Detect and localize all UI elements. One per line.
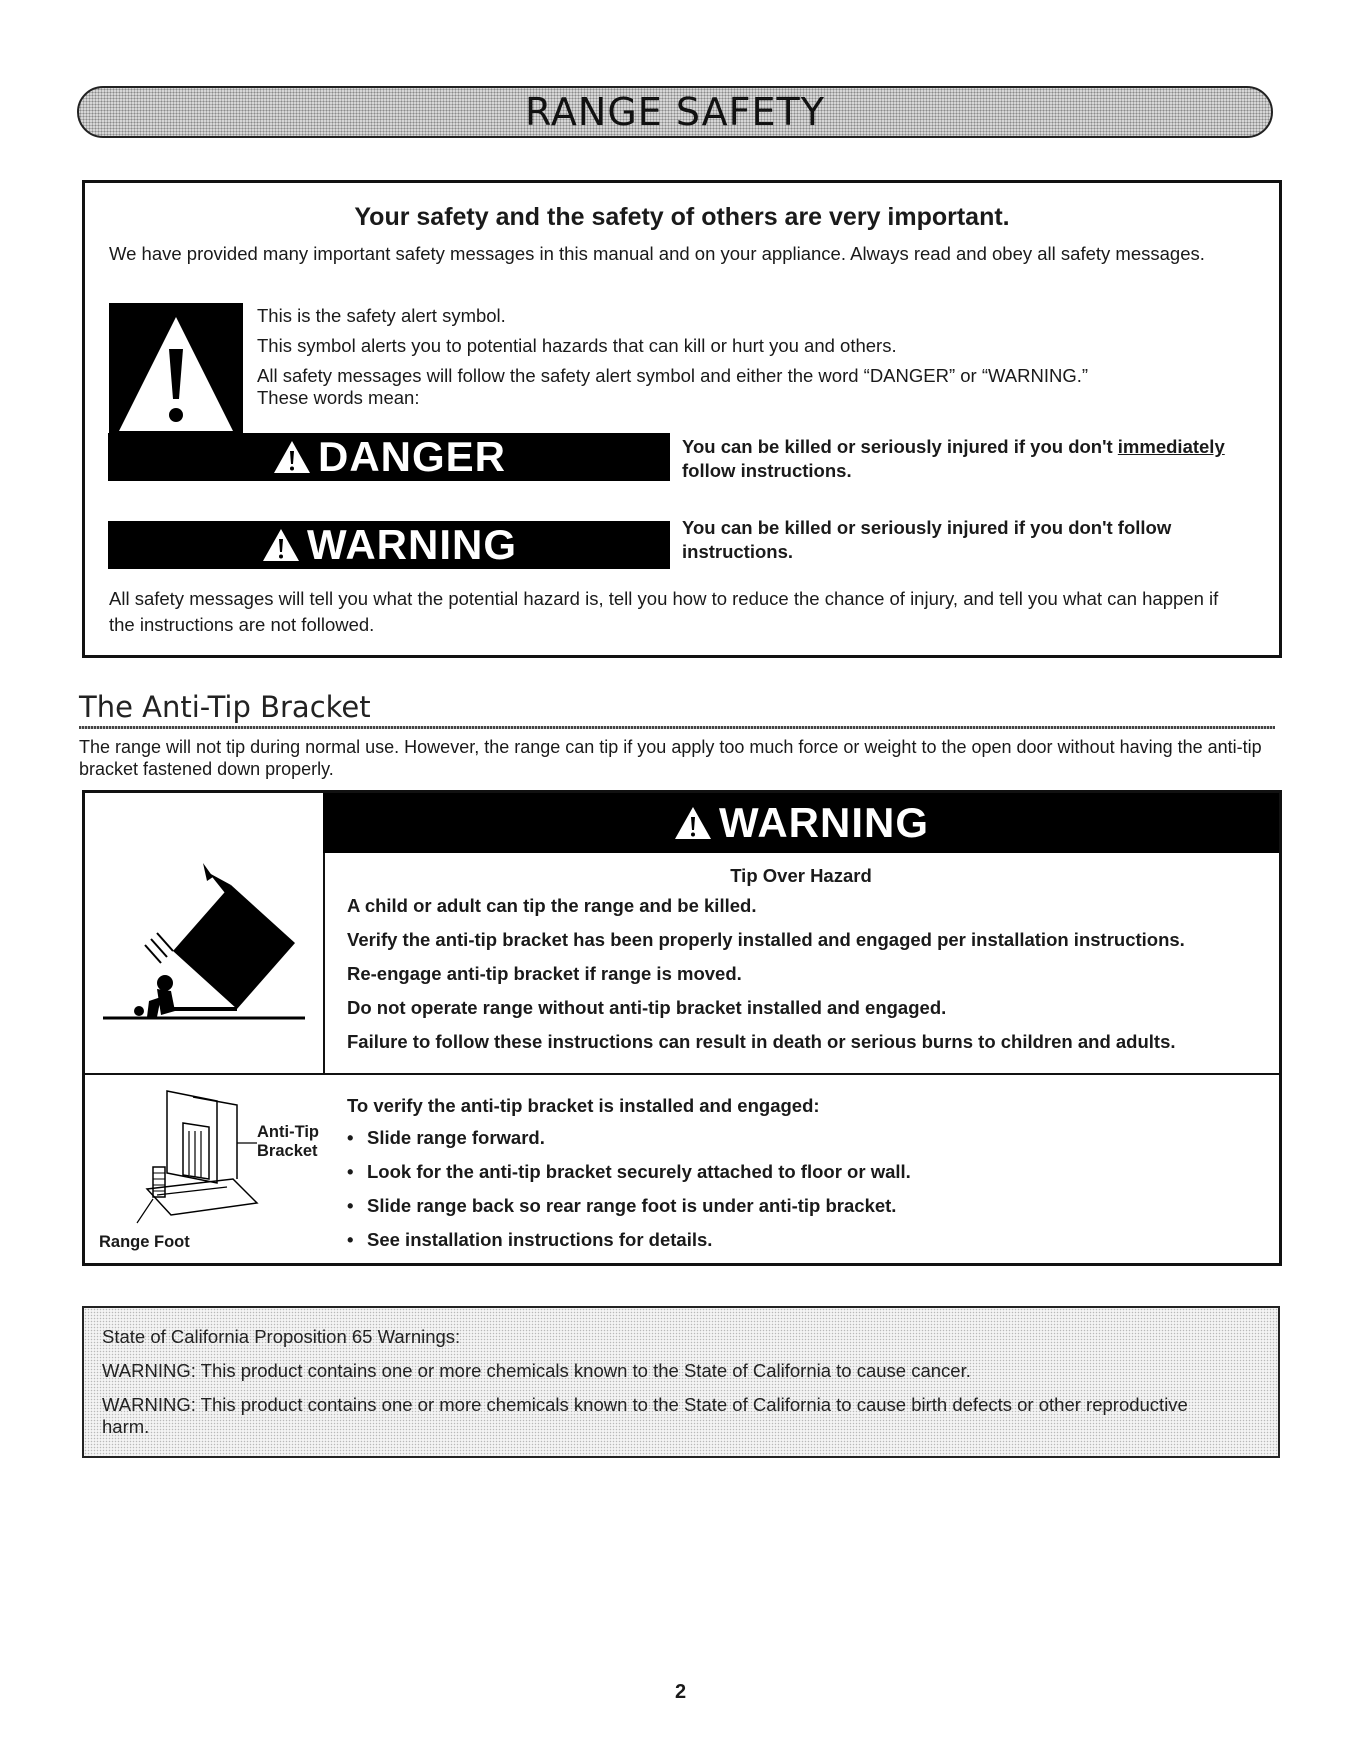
- bullet: •: [347, 1229, 354, 1250]
- danger-desc-emphasis: immediately: [1117, 436, 1225, 457]
- hazard-line: A child or adult can tip the range and be killed.: [347, 895, 757, 916]
- section-title: The Anti-Tip Bracket: [79, 690, 371, 724]
- list-item-text: Slide range back so rear range foot is under anti-tip bracket.: [367, 1195, 897, 1216]
- verify-instructions: [347, 1095, 1247, 1263]
- hazard-line: Verify the anti-tip bracket has been properly installed and engaged per installation instructions.: [347, 929, 1185, 950]
- hazard-statements: [347, 895, 1277, 1065]
- warning-triangle-icon: [261, 527, 301, 563]
- list-item: [347, 1229, 1247, 1251]
- section-divider: [79, 726, 1275, 729]
- warning-triangle-icon: [272, 439, 312, 475]
- danger-desc-text: You can be killed or seriously injured if you don't: [682, 436, 1118, 457]
- hazard-line: Re-engage anti-tip bracket if range is moved.: [347, 963, 742, 984]
- bullet: •: [347, 1161, 354, 1182]
- danger-signal-bar: [108, 433, 670, 481]
- verify-title: To verify the anti-tip bracket is installed and engaged:: [347, 1095, 820, 1116]
- bracket-label: Anti-Tip: [257, 1123, 320, 1141]
- safety-notice-box: [82, 180, 1282, 658]
- symbol-line: All safety messages will follow the safety alert symbol and either the word “DANGER” or “WARNING.”: [257, 365, 1089, 386]
- verify-list: [347, 1127, 1247, 1251]
- prop65-warning-box: [82, 1306, 1280, 1458]
- prop65-content: [102, 1326, 1222, 1450]
- range-foot-label: Range Foot: [99, 1233, 190, 1251]
- page-title: RANGE SAFETY: [525, 90, 825, 134]
- warning-label: WARNING: [307, 521, 517, 568]
- bracket-callout: [257, 1123, 319, 1161]
- warning-header: [323, 793, 1279, 853]
- tipping-range-illustration-icon: [99, 833, 309, 1033]
- bracket-label: Bracket: [257, 1142, 318, 1160]
- safety-alert-symbol-icon: [109, 303, 243, 449]
- list-item-text: See installation instructions for details.: [367, 1229, 713, 1250]
- prop65-line: WARNING: This product contains one or more chemicals known to the State of California to cause cancer.: [102, 1360, 971, 1381]
- anti-tip-bracket-illustration-icon: [97, 1083, 337, 1243]
- list-item-text: Look for the anti-tip bracket securely attached to floor or wall.: [367, 1161, 911, 1182]
- list-item-text: Slide range forward.: [367, 1127, 545, 1148]
- list-item: [347, 1127, 1247, 1149]
- warning-header-label: WARNING: [719, 799, 929, 846]
- safety-footer-text: All safety messages will tell you what the potential hazard is, tell you how to reduce the chance of injury, and tell you what can happen if the instructions are not followed.: [109, 588, 1219, 635]
- symbol-line: This is the safety alert symbol.: [257, 305, 506, 326]
- symbol-line: These words mean:: [257, 387, 420, 408]
- box-divider: [85, 1073, 1279, 1075]
- prop65-title: State of California Proposition 65 Warnings:: [102, 1326, 461, 1347]
- danger-description: [682, 435, 1272, 483]
- list-item: [347, 1195, 1247, 1217]
- section-intro: The range will not tip during normal use. However, the range can tip if you apply too much force or weight to the open door without having the anti-tip bracket fastened down properly.: [79, 737, 1262, 779]
- bullet: •: [347, 1195, 354, 1216]
- hazard-line: Do not operate range without anti-tip bracket installed and engaged.: [347, 997, 947, 1018]
- page-banner: [77, 86, 1273, 138]
- safety-intro: We have provided many important safety messages in this manual and on your appliance. Always read and obey all safety messages.: [109, 243, 1205, 264]
- bullet: •: [347, 1127, 354, 1148]
- symbol-line: This symbol alerts you to potential hazards that can kill or hurt you and others.: [257, 335, 897, 356]
- warning-description: You can be killed or seriously injured if you don't follow instructions.: [682, 517, 1172, 562]
- list-item: [347, 1161, 1247, 1183]
- tip-over-warning-box: [82, 790, 1282, 1266]
- warning-triangle-icon: [673, 805, 713, 841]
- page-number: 2: [674, 1681, 687, 1703]
- safety-heading: Your safety and the safety of others are very important.: [354, 203, 1010, 231]
- hazard-title: Tip Over Hazard: [730, 865, 872, 886]
- alert-symbol-explanation: [257, 305, 1217, 417]
- danger-desc-text-end: follow instructions.: [682, 460, 852, 481]
- hazard-line: Failure to follow these instructions can result in death or serious burns to children and adults.: [347, 1031, 1176, 1052]
- danger-label: DANGER: [317, 433, 506, 480]
- warning-signal-bar: [108, 521, 670, 569]
- prop65-line: WARNING: This product contains one or more chemicals known to the State of California to cause birth defects or other reproductive harm.: [102, 1394, 1188, 1437]
